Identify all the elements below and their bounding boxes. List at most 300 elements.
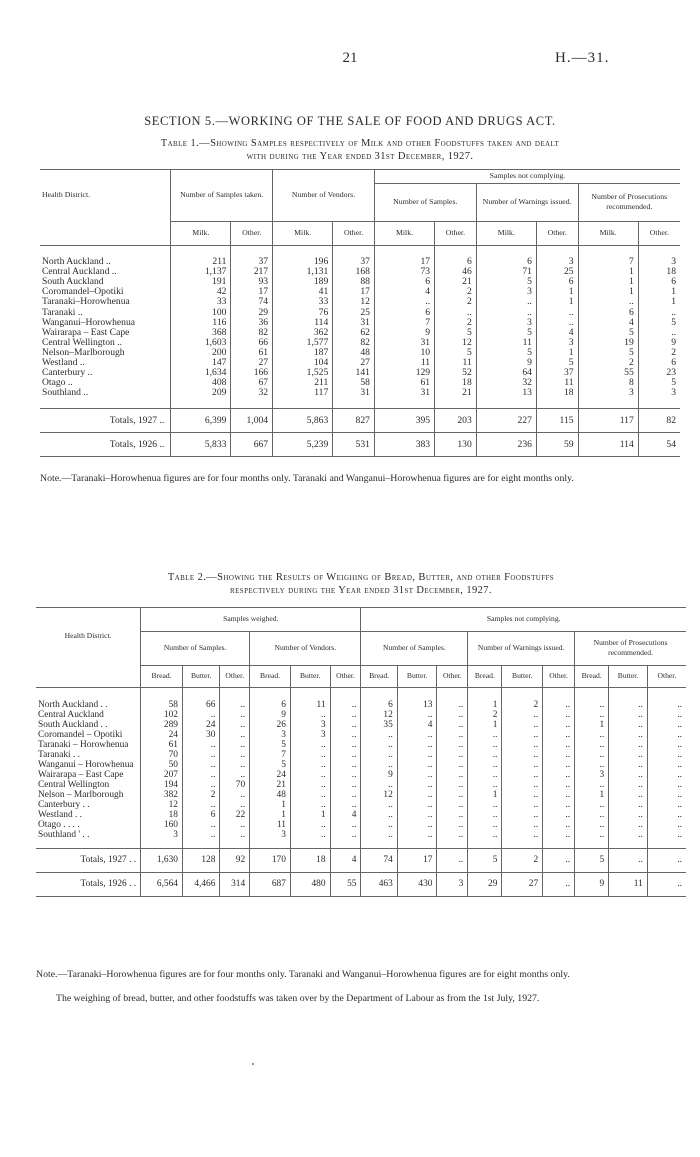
table1-cell: 31 <box>333 388 375 398</box>
table2-cell: 3 <box>290 730 330 740</box>
table1-cell: 3 <box>536 338 578 348</box>
table1-subheader: Other. <box>435 221 477 245</box>
table2-total-cell: 27 <box>502 872 543 896</box>
table1-row <box>40 368 680 378</box>
table2-cell: 11 <box>250 820 291 830</box>
table2-cell: .. <box>468 760 502 770</box>
table2-cell: 12 <box>141 800 183 810</box>
table2-cell: .. <box>647 790 686 800</box>
table2-subheader: Butter. <box>502 665 543 687</box>
table1-cell: 41 <box>273 287 333 297</box>
table2-total-cell: 1,630 <box>141 848 183 872</box>
table1-cell: 6 <box>638 277 680 287</box>
table1-cell: 42 <box>171 287 231 297</box>
table1-cell: 6 <box>435 257 477 267</box>
document-reference: H.—31. <box>555 50 610 66</box>
table2-cell: 3 <box>141 830 183 840</box>
table2-cell: 70 <box>141 750 183 760</box>
table2-cell: 6 <box>250 700 291 710</box>
table2-cell: 6 <box>182 810 219 820</box>
table1-note: Note.—Taranaki–Horowhenua figures are for four months only. Taranaki and Wanganui–Horowhenua figures are for eight months only. <box>40 473 574 484</box>
table2-total-cell: .. <box>609 848 648 872</box>
table1-cell: 1 <box>578 287 638 297</box>
table1-cell: 37 <box>231 257 273 267</box>
table1-cell: .. <box>476 307 536 317</box>
table1-cell: 13 <box>476 388 536 398</box>
table2-cell: 12 <box>361 710 397 720</box>
table2-cell: 30 <box>182 730 219 740</box>
table2-cell: 2 <box>468 710 502 720</box>
table1-cell: 33 <box>171 297 231 307</box>
table1-cell: 147 <box>171 358 231 368</box>
table2-cell: 50 <box>141 760 183 770</box>
table1-cell: .. <box>374 297 434 307</box>
table2-cell: .. <box>361 750 397 760</box>
table2-cell: .. <box>543 710 575 720</box>
table1-cell: 5 <box>435 328 477 338</box>
table1-cell: 5 <box>476 277 536 287</box>
table1-cell: 209 <box>171 388 231 398</box>
table2-total-cell: 128 <box>182 848 219 872</box>
table2-cell: .. <box>361 810 397 820</box>
district-name: Taranaki . . <box>38 750 81 760</box>
district-name: Coromandel – Opotiki <box>38 730 123 740</box>
table2-total-cell: 314 <box>220 872 250 896</box>
table1-cell: 48 <box>333 348 375 358</box>
table1-cell: 5 <box>476 348 536 358</box>
table2-cell: .. <box>647 770 686 780</box>
table2-cell: .. <box>543 750 575 760</box>
table1-cell: 2 <box>435 318 477 328</box>
table1-subheader: Other. <box>638 221 680 245</box>
table2-cell: .. <box>182 800 219 810</box>
table1-cell: 2 <box>435 297 477 307</box>
table2-cell: .. <box>437 810 468 820</box>
table1-cell: 61 <box>374 378 434 388</box>
table2-cell: .. <box>575 730 609 740</box>
table1-total-cell: 1,004 <box>231 408 273 432</box>
table1-cell: 129 <box>374 368 434 378</box>
table2-cell: .. <box>502 710 543 720</box>
table1-cell: 6 <box>374 307 434 317</box>
table2-cell: .. <box>468 830 502 840</box>
table2-cell: .. <box>220 770 250 780</box>
district-name: South Auckland . . <box>38 720 108 730</box>
table1-cell: 6 <box>476 257 536 267</box>
table1-total-label: Totals, 1926 .. <box>40 432 171 456</box>
table2-cell: 66 <box>182 700 219 710</box>
table1-cell: 5 <box>476 328 536 338</box>
table1-cell: 21 <box>435 388 477 398</box>
table1-cell: 21 <box>435 277 477 287</box>
table2-header-prosecutions: Number of Prosecutions recommended. <box>575 631 686 665</box>
district-name: Southland ' . . <box>38 830 90 840</box>
table2-cell: .. <box>609 760 648 770</box>
table2-cell: .. <box>437 710 468 720</box>
table1-cell: 62 <box>333 328 375 338</box>
table1-cell: 2 <box>435 287 477 297</box>
table2-cell: .. <box>502 730 543 740</box>
table1-cell: 55 <box>578 368 638 378</box>
table1-cell: 67 <box>231 378 273 388</box>
table2-total-cell: 11 <box>609 872 648 896</box>
table2-totals <box>36 848 686 896</box>
table1-cell: 6 <box>374 277 434 287</box>
table1-header-prosecutions: Number of Prosecutions recommended. <box>578 183 680 221</box>
table1-header-warnings: Number of Warnings issued. <box>476 183 578 221</box>
table1-row <box>40 307 680 317</box>
table2-cell: .. <box>330 760 361 770</box>
table2-cell: .. <box>468 810 502 820</box>
table1-header-health-district: Health District. <box>42 190 91 199</box>
table2-cell: 61 <box>141 740 183 750</box>
table1-cell: 3 <box>638 388 680 398</box>
table2-cell: .. <box>182 740 219 750</box>
table2-row <box>36 790 686 800</box>
table2-header-samples-not-complying: Samples not complying. <box>361 607 686 631</box>
table1-cell: 93 <box>231 277 273 287</box>
table2-cell: 5 <box>250 760 291 770</box>
table1-cell: 9 <box>638 338 680 348</box>
table2-cell: 160 <box>141 820 183 830</box>
table2-total-cell: 5 <box>575 848 609 872</box>
table1-total-cell: 227 <box>476 408 536 432</box>
table1-row <box>40 358 680 368</box>
table2-total-cell: 687 <box>250 872 291 896</box>
table1-cell: 166 <box>231 368 273 378</box>
table2-cell: .. <box>290 780 330 790</box>
table1-cell: 46 <box>435 267 477 277</box>
table1-row <box>40 297 680 307</box>
table1-cell: 12 <box>435 338 477 348</box>
table2-cell: .. <box>468 800 502 810</box>
table2-cell: .. <box>361 780 397 790</box>
table2-cell: 3 <box>250 830 291 840</box>
table2-total-cell: 6,564 <box>141 872 183 896</box>
table2-cell: .. <box>543 820 575 830</box>
table2-note-weighing: The weighing of bread, butter, and other foodstuffs was taken over by the Department of Labour as from the 1st July, 1927. <box>56 993 540 1004</box>
table1-cell: 58 <box>333 378 375 388</box>
table1-cell: 10 <box>374 348 434 358</box>
table1-cell: 52 <box>435 368 477 378</box>
table2-cell: 18 <box>141 810 183 820</box>
table1-cell: 11 <box>476 338 536 348</box>
table2-cell: 289 <box>141 720 183 730</box>
table2-cell: .. <box>502 800 543 810</box>
table2-header-nc-samples: Number of Samples. <box>361 631 468 665</box>
table2-cell: .. <box>330 790 361 800</box>
table2-cell: .. <box>543 790 575 800</box>
table1-subheader: Milk. <box>578 221 638 245</box>
table1-cell: 11 <box>435 358 477 368</box>
table1-cell: 189 <box>273 277 333 287</box>
table1-cell: 211 <box>171 257 231 267</box>
table1-row <box>40 348 680 358</box>
table1-cell: .. <box>536 307 578 317</box>
table1-cell: 1 <box>536 297 578 307</box>
table2-cell: .. <box>220 750 250 760</box>
table2-cell: .. <box>468 780 502 790</box>
table1-header-vendors: Number of Vendors. <box>273 169 375 221</box>
table1-cell: 168 <box>333 267 375 277</box>
table2-cell: .. <box>468 770 502 780</box>
table2-cell: .. <box>575 760 609 770</box>
table2-cell: .. <box>502 830 543 840</box>
table2-cell: .. <box>502 810 543 820</box>
table2-cell: 70 <box>220 780 250 790</box>
table2-cell: .. <box>609 740 648 750</box>
table2-total-cell: 480 <box>290 872 330 896</box>
table2-cell: .. <box>575 740 609 750</box>
table1-total-cell: 5,833 <box>171 432 231 456</box>
table1-cell: 8 <box>578 378 638 388</box>
table2-subheader: Butter. <box>609 665 648 687</box>
table1-cell: 3 <box>578 388 638 398</box>
table1-cell: 11 <box>374 358 434 368</box>
table2-cell: .. <box>220 790 250 800</box>
table1-cell: 116 <box>171 318 231 328</box>
table1-cell: 141 <box>333 368 375 378</box>
table2-total-cell: 92 <box>220 848 250 872</box>
table1-cell: 362 <box>273 328 333 338</box>
table2-cell: .. <box>437 720 468 730</box>
table2-cell: 102 <box>141 710 183 720</box>
table2-cell: .. <box>290 710 330 720</box>
table2-cell: .. <box>543 810 575 820</box>
table1-total-cell: 117 <box>578 408 638 432</box>
table1-cell: 5 <box>638 318 680 328</box>
table2-subheader: Bread. <box>250 665 291 687</box>
table1-row <box>40 277 680 287</box>
district-name: North Auckland . . <box>38 700 108 710</box>
table1-cell: 3 <box>638 257 680 267</box>
table1-cell: 408 <box>171 378 231 388</box>
table2-cell: .. <box>397 800 437 810</box>
table2-cell: 3 <box>575 770 609 780</box>
table2-cell: .. <box>437 750 468 760</box>
table2-total-cell: 463 <box>361 872 397 896</box>
table2-cell: .. <box>330 700 361 710</box>
table2-cell: .. <box>361 830 397 840</box>
table2-subheader: Bread. <box>575 665 609 687</box>
table1-cell: 37 <box>333 257 375 267</box>
table2-cell: 1 <box>575 790 609 800</box>
table2-cell: .. <box>290 750 330 760</box>
table2-cell: .. <box>437 770 468 780</box>
table2-cell: .. <box>437 760 468 770</box>
table2-subheader: Other. <box>647 665 686 687</box>
table1-cell: 5 <box>435 348 477 358</box>
table2-cell: .. <box>361 800 397 810</box>
table2-cell: .. <box>290 760 330 770</box>
table2-cell: .. <box>575 780 609 790</box>
table1-cell: 66 <box>231 338 273 348</box>
table2-cell: 24 <box>250 770 291 780</box>
table1-subheader: Other. <box>333 221 375 245</box>
table2-cell: .. <box>575 820 609 830</box>
table2-header-warnings: Number of Warnings issued. <box>468 631 575 665</box>
table1-cell: 5 <box>578 328 638 338</box>
table2-cell: .. <box>502 770 543 780</box>
table1-cell: 3 <box>476 318 536 328</box>
table2-cell: .. <box>182 780 219 790</box>
table1-cell: 6 <box>536 277 578 287</box>
district-name: Canterbury . . <box>38 800 90 810</box>
table2-cell: .. <box>220 820 250 830</box>
table2-cell: .. <box>647 830 686 840</box>
table2-subheader: Butter. <box>182 665 219 687</box>
table2-cell: .. <box>609 790 648 800</box>
table2-cell: .. <box>647 730 686 740</box>
table1-cell: 31 <box>374 388 434 398</box>
table2-row <box>36 710 686 720</box>
table2-cell: .. <box>543 760 575 770</box>
district-name: Central Wellington <box>38 780 110 790</box>
table2-cell: .. <box>330 750 361 760</box>
table1-cell: 32 <box>231 388 273 398</box>
table2-cell: .. <box>437 790 468 800</box>
table2-total-label: Totals, 1927 . . <box>36 848 141 872</box>
table1-cell: 100 <box>171 307 231 317</box>
table2-cell: .. <box>182 750 219 760</box>
table2-cell: .. <box>575 810 609 820</box>
district-name: Central Auckland <box>38 710 104 720</box>
table2-cell: .. <box>502 790 543 800</box>
table2-cell: .. <box>609 710 648 720</box>
table2-cell: .. <box>290 790 330 800</box>
table1-cell: 36 <box>231 318 273 328</box>
table2-cell: .. <box>437 830 468 840</box>
table2-row <box>36 720 686 730</box>
table1-total-cell: 383 <box>374 432 434 456</box>
table2-cell: 207 <box>141 770 183 780</box>
district-name: South Auckland <box>42 277 104 288</box>
table2-cell: 2 <box>502 700 543 710</box>
table1-cell: 82 <box>333 338 375 348</box>
table2-cell: .. <box>361 820 397 830</box>
table1-cell: 17 <box>374 257 434 267</box>
table2-cell: .. <box>575 710 609 720</box>
table1-cell: 1,603 <box>171 338 231 348</box>
table1-cell: 1 <box>578 277 638 287</box>
table2-cell: 6 <box>361 700 397 710</box>
table1-cell: 17 <box>333 287 375 297</box>
table1-cell: 1 <box>578 267 638 277</box>
table1-total-cell: 5,239 <box>273 432 333 456</box>
table2-total-cell: .. <box>647 872 686 896</box>
table2-total-cell: 2 <box>502 848 543 872</box>
table2-cell: .. <box>220 740 250 750</box>
table2-cell: .. <box>543 720 575 730</box>
table2-cell: .. <box>182 820 219 830</box>
district-name: Westland . . <box>38 810 83 820</box>
table1-cell: 191 <box>171 277 231 287</box>
table1-cell: 1 <box>638 297 680 307</box>
table1-cell: 23 <box>638 368 680 378</box>
table1-total-cell: 130 <box>435 432 477 456</box>
table2-subheader: Other. <box>543 665 575 687</box>
table2-cell: .. <box>182 830 219 840</box>
table2-cell: .. <box>609 750 648 760</box>
table2-cell: .. <box>290 800 330 810</box>
table2-total-cell: 3 <box>437 872 468 896</box>
table1-header-samples-taken: Number of Samples taken. <box>171 169 273 221</box>
table1-cell: 5 <box>578 348 638 358</box>
table2-row <box>36 760 686 770</box>
table1-subheader: Milk. <box>273 221 333 245</box>
table2-row <box>36 770 686 780</box>
table2-cell: .. <box>290 770 330 780</box>
table2-cell: 3 <box>290 720 330 730</box>
table2-cell: .. <box>543 800 575 810</box>
table1-cell: 211 <box>273 378 333 388</box>
district-name: Wanganui – Horowhenua <box>38 760 134 770</box>
table1-total-cell: 54 <box>638 432 680 456</box>
table2-caption-line2: respectively during the Year ended 31st December, 1927. <box>230 585 492 596</box>
table1-cell: 64 <box>476 368 536 378</box>
table1-row <box>40 338 680 348</box>
table1-cell: .. <box>578 297 638 307</box>
table2-header-samples-weighed: Samples weighed. <box>141 607 361 631</box>
table1-row <box>40 388 680 398</box>
table2-cell: .. <box>397 750 437 760</box>
table1-cell: 3 <box>476 287 536 297</box>
table2-row <box>36 820 686 830</box>
table2-total-label: Totals, 1926 . . <box>36 872 141 896</box>
table2-cell: 382 <box>141 790 183 800</box>
table1-cell: 7 <box>578 257 638 267</box>
table1-cell: 1,634 <box>171 368 231 378</box>
table2-cell: .. <box>647 800 686 810</box>
district-name: Otago .. <box>42 378 73 389</box>
district-name: Taranaki .. <box>42 307 83 318</box>
table1-cell: 19 <box>578 338 638 348</box>
table2-cell: .. <box>182 710 219 720</box>
table2-cell: .. <box>182 760 219 770</box>
table2-cell: .. <box>220 830 250 840</box>
table1-cell: 12 <box>333 297 375 307</box>
table2-total-cell: 4 <box>330 848 361 872</box>
table2-total-cell: 5 <box>468 848 502 872</box>
table1-cell: 9 <box>374 328 434 338</box>
table1-cell: 187 <box>273 348 333 358</box>
table1-subheader: Milk. <box>476 221 536 245</box>
table2-total-cell: 17 <box>397 848 437 872</box>
table2-total-row <box>36 848 686 872</box>
table2-cell: 194 <box>141 780 183 790</box>
table1-cell: .. <box>638 307 680 317</box>
table2-subheader: Bread. <box>468 665 502 687</box>
table1-cell: 104 <box>273 358 333 368</box>
table1-total-label: Totals, 1927 .. <box>40 408 171 432</box>
district-name: Otago . . . . <box>38 820 80 830</box>
district-name: Taranaki–Horowhenua <box>42 297 130 308</box>
table1-cell: 18 <box>435 378 477 388</box>
table1-total-cell: 5,863 <box>273 408 333 432</box>
table1 <box>40 169 680 457</box>
table2-cell: .. <box>543 700 575 710</box>
district-name: Nelson – Marlborough <box>38 790 124 800</box>
table2-cell: .. <box>468 750 502 760</box>
table1-cell: 25 <box>536 267 578 277</box>
table2-header-vendors: Number of Vendors. <box>250 631 361 665</box>
table1-cell: 1 <box>536 287 578 297</box>
table2-cell: .. <box>330 710 361 720</box>
table2-cell: 13 <box>397 700 437 710</box>
table1-header-nc-samples: Number of Samples. <box>374 183 476 221</box>
table1-row <box>40 287 680 297</box>
table2-cell: .. <box>330 820 361 830</box>
